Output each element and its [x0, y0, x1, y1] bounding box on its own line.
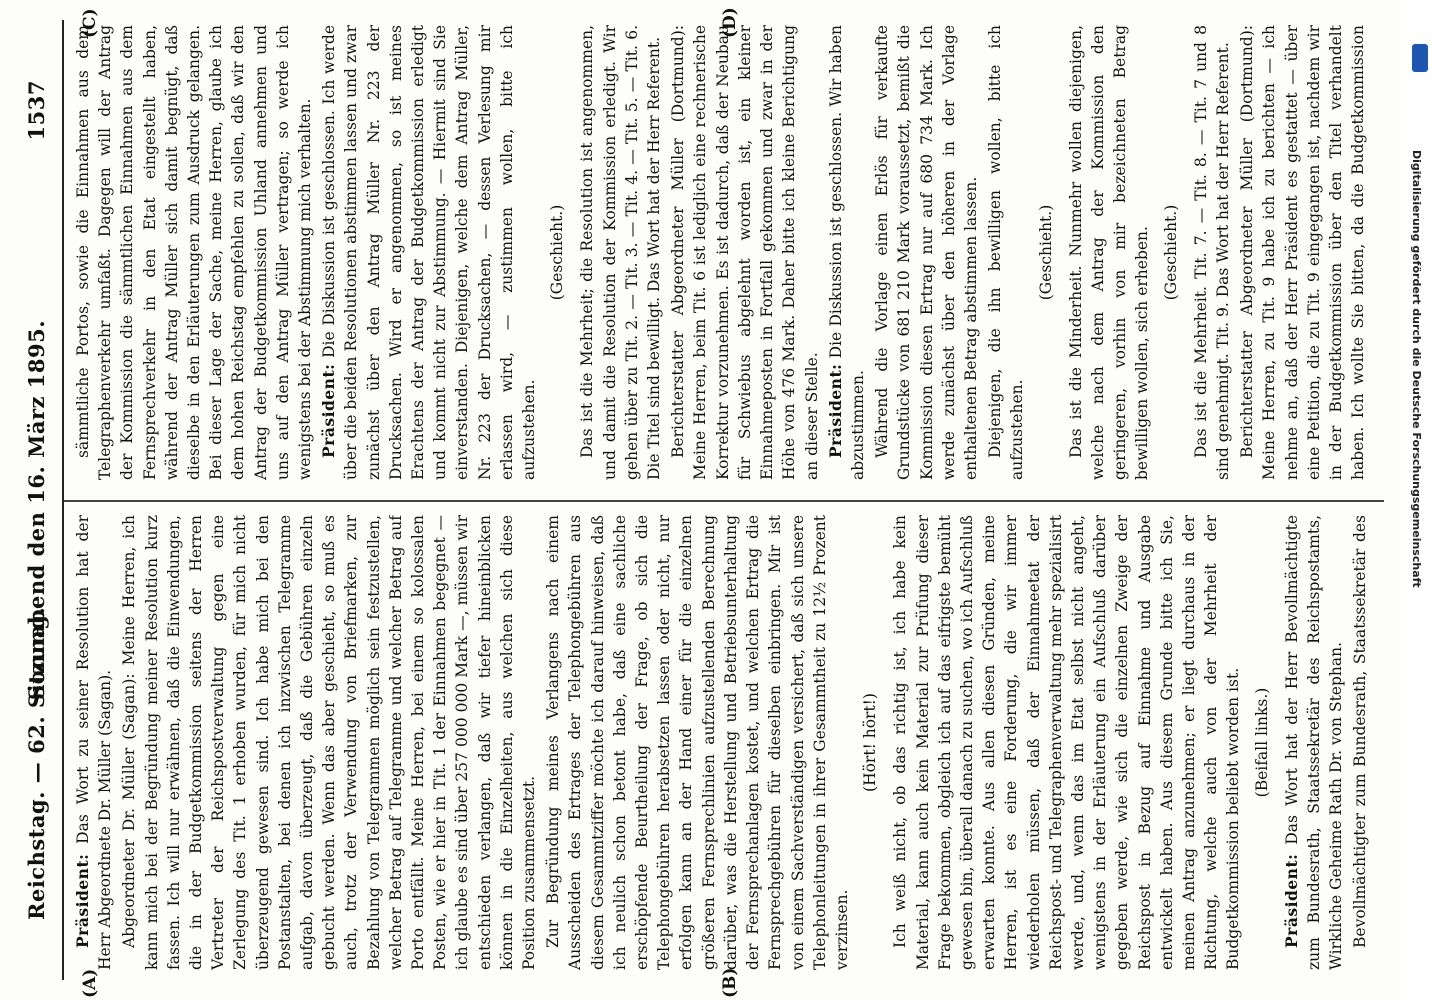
paragraph-text: Abgeordneter Dr. Müller (Sagan): Meine Herren, ich kann mich bei der Begründung meiner Resolution kurz fassen. Ich will nur erwähnen, daß die Einwendungen, die in der Budgetkommission seitens der Herren Vertreter der Reichspostverwaltung gegen eine Zerlegung des Tit. 1 erhoben wurden, für mich nicht überzeugend gewesen sind. Ich habe mich bei den Postanstalten, bei denen ich inzwischen Telegramme aufgab, davon überzeugt, daß die Gebühren einzeln gebucht werden. Wenn das aber geschieht, so muß es auch, trotz der Verwendung von Briefmarken, zur Bezahlung von Telegrammen möglich sein festzustellen, welcher Betrag auf Telegramme und welcher Betrag auf Porto entfällt. Meine Herren, bei einem so kolossalen Posten, wie er hier in Tit. 1 der Einnahmen begegnet — ich glaube es sind über 257 000 000 Mark —, müssen wir entschieden verlangen, daß wir tiefer hineinblicken können in die Einzelheiten, aus welchen sich diese Position zusammensetzt.: [120, 515, 539, 970]
paragraph-text: Das ist die Mehrheit. Tit. 7. — Tit. 8. — Tit. 7 und 8 sind genehmigt. Tit. 9. Das Wort hat der Herr Referent.: [1191, 25, 1232, 480]
paragraph-text: Ich weiß nicht, ob das richtig ist, ich habe kein Material, kann auch kein Material zur Prüfung dieser Frage bekommen, obgleich ich auf das eifrigste bemüht gewesen bin, überall danach zu suchen, wo ich Aufschluß erwarten konnte. Aus allen diesen Gründen, meine Herren, ist es eine Forderung, die wir immer wiederholen müssen, daß der Einnahmeetat der Reichspost- und Telegraphenverwaltung mehr spezialisirt werde, und, wenn das im Etat selbst nicht angeht, wenigstens in der Erläuterung ein Aufschluß darüber gegeben werde, wie sich die einzelnen Zweige der Reichspost in Bezug auf Einnahme und Ausgabe entwickelt haben. Aus diesem Grunde bitte ich Sie, meinen Antrag anzunehmen; er liegt durchaus in der Richtung, welche auch von der Mehrheit der Budgetkommission beliebt worden ist.: [891, 515, 1243, 970]
paragraph-text: Das Wort zu seiner Resolution hat der Herr Abgeordnete Dr. Müller (Sagan).: [74, 515, 115, 970]
paragraph-text: sämmtliche Portos, sowie die Einnahmen aus dem Telegraphenverkehr umfaßt. Dagegen will der Antrag der Kommission die sämmtlichen Einnahmen aus dem Fernsprechverkehr in den Etat eingestellt haben, während der Antrag Müller sich damit begnügt, daß dieselbe in den Erläuterungen zum Ausdruck gelangen. Bei dieser Lage der Sache, meine Herren, glaube ich dem hohen Reichstag empfehlen zu sollen, daß wir den Antrag der Budgetkommission Uhland annehmen und uns auf den Antrag Müller vertragen; so werde ich wenigstens bei der Abstimmung mich verhalten.: [74, 25, 315, 480]
margin-mark-b: (B): [720, 967, 740, 998]
paragraph: [576, 25, 665, 480]
margin-mark-a: (A): [80, 968, 100, 998]
paragraph: [1236, 25, 1372, 480]
paragraph: [318, 25, 540, 480]
paragraph: [1190, 25, 1234, 480]
paragraph-text: Das ist die Mehrheit; die Resolution ist angenommen, und damit die Resolution der Kommission erledigt. Wir gehen über zu Tit. 2. — Tit. 3. — Tit. 4. — Tit. 5. — Tit. 6. Die Titel sind bewilligt. Das Wort hat der Herr Referent.: [578, 25, 664, 480]
credit-text: Digitalisierung gefördert durch die Deutsche Forschungsgemeinschaft: [1410, 150, 1423, 588]
paragraph-text: Berichterstatter Abgeordneter Müller (Dortmund): Meine Herren, zu Tit. 9 habe ich zu berichten — ich nehme an, daß der Herr Präsident es gestattet — über eine Petition, die zu Tit. 9 eingegangen ist, nachdem wir in der Budgetkommission über den Titel verhandelt haben. Ich wollte Sie bitten, da die Budgetkommission: [1238, 25, 1368, 480]
paragraph: [542, 515, 853, 970]
digitization-credit: [1408, 0, 1432, 1000]
paragraph-text: Berichterstatter Abgeordneter Müller (Dortmund): Meine Herren, beim Tit. 6 ist lediglich eine rechnerische Korrektur vorzunehmen. Es ist dadurch, daß der Neubau für Schwiebus abgelehnt worden ist, ein kleiner Einnahmeposten in Fortfall gekommen und zwar in der Höhe von 476 Mark. Daher bitte ich kleine Berichtigung an dieser Stelle.: [669, 25, 821, 480]
header-date: Sonnabend den 16. März 1895.: [24, 319, 49, 700]
paragraph-text: Die Diskussion ist geschlossen. Wir haben abzustimmen.: [826, 25, 867, 480]
column-divider: [64, 500, 1384, 502]
paragraph: [984, 25, 1028, 480]
left-column: [72, 515, 1372, 970]
speaker-label: Präsident:: [1281, 853, 1301, 948]
paragraph-text: Die Diskussion ist geschlossen. Ich werde über die beiden Resolutionen abstimmen lassen und zwar zunächst über den Antrag Müller Nr. 223 der Drucksachen. Wird er angenommen, so ist meines Erachtens der Antrag der Budgetkommission erledigt und kommt nicht zur Abstimmung. — Hiermit sind Sie einverstanden. Diejenigen, welche dem Antrag Müller, Nr. 223 der Drucksachen, — dessen Verlesung mir erlassen wird, — zustimmen wollen, bitte ich aufzustehen.: [320, 25, 539, 480]
paragraph: [118, 515, 540, 970]
stage-direction: (Geschieht.): [548, 204, 567, 301]
paragraph: [825, 25, 869, 480]
stage-direction: (Hört! hört!): [861, 693, 880, 792]
paragraph-text: Während die Vorlage einen Erlös für verkaufte Grundstücke von 681 210 Mark voraussetzt, bemißt die Kommission diesen Ertrag nur auf 680 734 Mark. Ich werde zunächst über den höheren in der Vorlage enthaltenen Betrag abstimmen lassen.: [873, 25, 980, 480]
page-number: 1537: [24, 80, 49, 141]
paragraph-text: Bevollmächtigter zum Bundesrath, Staatssekretär des: [1351, 515, 1370, 948]
paragraph-text: Diejenigen, die ihn bewilligen wollen, bitte ich aufzustehen.: [986, 25, 1027, 480]
paragraph: [889, 515, 1244, 970]
paragraph-text: Zur Begründung meines Verlangens nach einem Ausscheiden des Ertrages der Telephongebühren aus diesem Gesammtziffer möchte ich darauf hinweisen, daß ich neulich schon betont habe, daß eine sachliche erschöpfende Beurtheilung der Frage, ob sich die Telephongebühren herabsetzen lassen oder nicht, nur erfolgen kann an der Hand einer für die einzelnen größeren Fernsprechlinien aufzustellenden Berechnung darüber, was die Herstellung und Betriebsunterhaltung der Fernsprechanlagen kostet, und welchen Ertrag die Fernsprechgebühren für dieselben einbringen. Mir ist von einem Sachverständigen versichert, daß sich unsere Telephonleitungen in ihrer Gesammtheit zu 12½ Prozent verzinsen.: [544, 515, 851, 970]
speaker-label: Präsident:: [319, 363, 339, 458]
paragraph: [1065, 25, 1154, 480]
paragraph: [1349, 515, 1372, 970]
paragraph-text: Das Wort hat der Herr Bevollmächtigte zum Bundesrath, Staatssekretär des Reichspostamts, Wirkliche Geheime Rath Dr. von Stephan.: [1282, 515, 1346, 970]
margin-mark-d: (D): [720, 7, 740, 38]
paragraph: [72, 515, 116, 970]
margin-mark-c: (C): [80, 8, 100, 38]
stage-direction: (Beifall links.): [1252, 687, 1271, 798]
running-header: [8, 20, 58, 980]
speaker-label: Präsident:: [73, 853, 92, 948]
right-column: [72, 25, 1372, 480]
stage-direction: (Geschieht.): [1161, 204, 1180, 301]
paragraph-text: Das ist die Minderheit. Nunmehr wollen diejenigen, welche nach dem Antrag der Kommission den geringeren, vorhin von mir bezeichneten Betrag bewilligen wollen, sich erheben.: [1066, 25, 1152, 480]
paragraph: [667, 25, 822, 480]
paragraph: [871, 25, 982, 480]
stage-direction: (Geschieht.): [1036, 204, 1055, 301]
speaker-label: Präsident:: [825, 363, 845, 458]
header-session: Reichstag. — 62. Sitzung.: [24, 606, 49, 920]
paragraph: [1281, 515, 1348, 970]
paragraph: [72, 25, 316, 480]
